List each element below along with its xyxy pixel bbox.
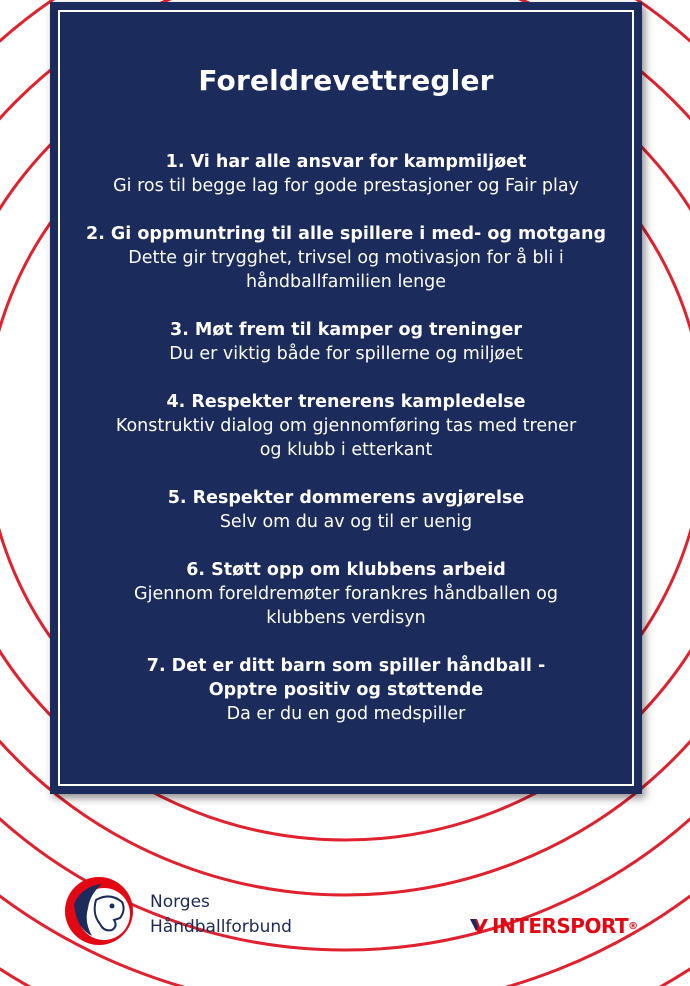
org-name-line2: Håndballforbund bbox=[150, 917, 292, 937]
rule-description: og klubb i etterkant bbox=[259, 440, 433, 460]
rule-description: Du er viktig både for spillerne og miljøet bbox=[169, 344, 523, 364]
sponsor-registered-mark: ® bbox=[628, 920, 638, 932]
rule-item bbox=[50, 222, 642, 294]
rule-description: klubbens verdisyn bbox=[266, 608, 426, 628]
rule-heading: Opptre positiv og støttende bbox=[208, 680, 484, 700]
rule-description: Gi ros til begge lag for gode prestasjoner og Fair play bbox=[113, 176, 579, 196]
rule-heading: 6. Støtt opp om klubbens arbeid bbox=[186, 560, 506, 580]
rule-heading: 7. Det er ditt barn som spiller håndball - bbox=[146, 656, 546, 676]
rule-heading: 4. Respekter trenerens kampledelse bbox=[166, 392, 526, 412]
rule-heading: 1. Vi har alle ansvar for kampmiljøet bbox=[165, 152, 527, 172]
rule-item bbox=[50, 390, 642, 462]
lion-head-icon bbox=[62, 874, 136, 948]
rule-description: Selv om du av og til er uenig bbox=[219, 512, 473, 532]
org-name-line1: Norges bbox=[150, 892, 210, 912]
rule-item bbox=[50, 486, 642, 534]
rule-item bbox=[50, 318, 642, 366]
organization-name bbox=[150, 890, 292, 940]
rules-panel bbox=[50, 2, 642, 794]
rule-item bbox=[50, 558, 642, 630]
rule-description: Konstruktiv dialog om gjennomføring tas med trener bbox=[115, 416, 577, 436]
rule-description: Gjennom foreldremøter forankres håndballen og bbox=[134, 584, 558, 604]
rule-heading: 5. Respekter dommerens avgjørelse bbox=[167, 488, 525, 508]
sponsor-name: INTERSPORT bbox=[492, 914, 629, 938]
sponsor-logo bbox=[470, 914, 638, 938]
page-title: Foreldrevettregler bbox=[198, 64, 494, 97]
rule-item bbox=[50, 654, 642, 726]
rule-description: Dette gir trygghet, trivsel og motivasjon for å bli i bbox=[128, 248, 564, 268]
rule-heading: 2. Gi oppmuntring til alle spillere i med- og motgang bbox=[86, 224, 606, 244]
rule-description: håndballfamilien lenge bbox=[245, 272, 447, 292]
rule-item bbox=[50, 150, 642, 198]
rules-list bbox=[50, 150, 642, 750]
rule-description: Da er du en god medspiller bbox=[226, 704, 466, 724]
rule-heading: 3. Møt frem til kamper og treninger bbox=[170, 320, 522, 340]
intersport-chevron-icon bbox=[470, 919, 488, 933]
